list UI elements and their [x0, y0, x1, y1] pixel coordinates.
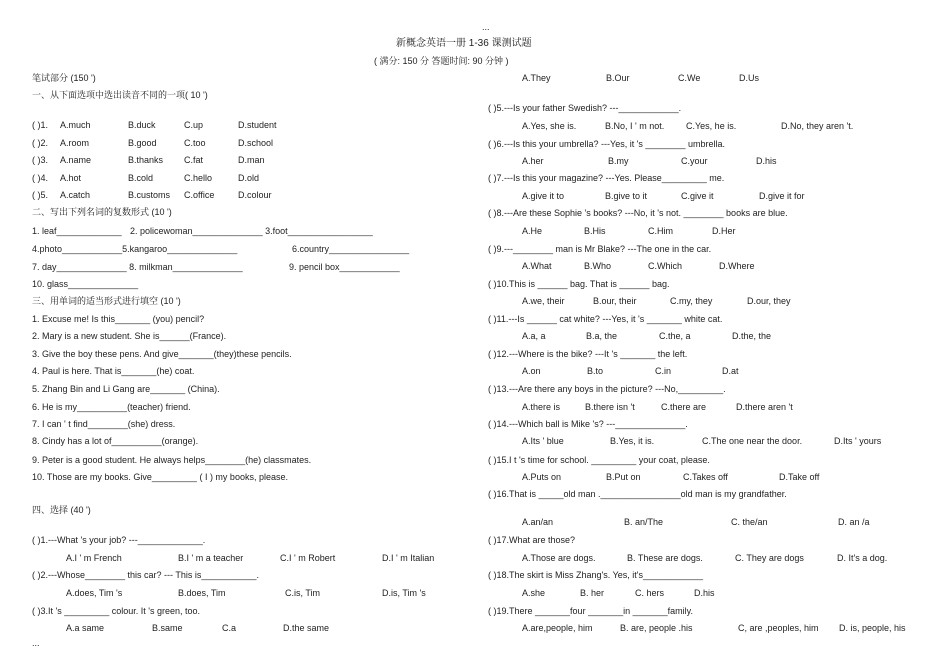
option-b: B.I ' m a teacher	[178, 553, 244, 563]
option-c: C.I ' m Robert	[280, 553, 336, 563]
option-b: B.my	[608, 156, 629, 166]
option-b: B.No, I ' m not.	[605, 121, 665, 131]
option-d: D. It's a dog.	[837, 553, 888, 563]
question-text: ( )16.That is _____old man .________________old man is my grandfather.	[488, 489, 787, 499]
section1-heading: 一、从下面选项中选出读音不同的一项( 10 ')	[32, 90, 208, 100]
page-subtitle: ( 满分: 150 分 答题时间: 90 分钟 )	[374, 56, 509, 66]
question-text: ( )12.---Where is the bike? ---It 's _______ the left.	[488, 349, 688, 359]
option-a: A.are,people, him	[522, 623, 593, 633]
option-a: A.her	[522, 156, 544, 166]
option-b: B.does, Tim	[178, 588, 226, 598]
option-d: D.our, they	[747, 296, 791, 306]
question-text: ( )17.What are those?	[488, 535, 576, 545]
option-a: A.does, Tim 's	[66, 588, 123, 598]
written-part-label: 笔试部分 (150 ')	[32, 73, 96, 83]
section3-item: 2. Mary is a new student. She is______(France).	[32, 331, 227, 341]
option-c: C.your	[681, 156, 708, 166]
option-c: C.Takes off	[683, 472, 728, 482]
option-b: B.give to it	[605, 191, 648, 201]
option-c: C.the, a	[659, 331, 691, 341]
option-d: D.give it for	[759, 191, 805, 201]
option-b: B.Put on	[606, 472, 641, 482]
question-text: ( )7.---Is this your magazine? ---Yes. Please_________ me.	[488, 173, 725, 183]
option-d: D.the same	[283, 623, 330, 633]
option-b: B.a, the	[586, 331, 618, 341]
option-c: C, are ,peoples, him	[738, 623, 819, 633]
section3-item: 8. Cindy has a lot of__________(orange).	[32, 436, 199, 446]
section2-row: 7. day______________ 8. milkman______________	[32, 262, 243, 272]
option-d: D.Us	[739, 73, 759, 83]
section2-heading: 二、写出下列名词的复数形式 (10 ')	[32, 207, 172, 217]
option-d: D.the, the	[732, 331, 772, 341]
option-c: C. hers	[635, 588, 665, 598]
bottom-ellipsis: ...	[32, 638, 40, 648]
question-text: ( )19.There _______four _______in _______family.	[488, 606, 693, 616]
option-c: C.my, they	[670, 296, 713, 306]
option-b: B.Our	[606, 73, 630, 83]
option-d: D.at	[722, 366, 739, 376]
section2-row: 2. policewoman______________ 3.foot_________________	[130, 226, 373, 236]
question-text: ( )1.---What 's your job? ---_____________.	[32, 535, 206, 545]
option-c: C.is, Tim	[285, 588, 320, 598]
option-c: C.Which	[648, 261, 683, 271]
question-text: ( )6.---Is this your umbrella? ---Yes, it 's ________ umbrella.	[488, 139, 725, 149]
option-a: A.a same	[66, 623, 105, 633]
option-b: B.His	[584, 226, 606, 236]
section2-row: 4.photo____________5.kangaroo______________	[32, 244, 238, 254]
option-a: A.They	[522, 73, 551, 83]
option-d: D.Where	[719, 261, 755, 271]
option-b: B.to	[587, 366, 604, 376]
option-b: B. are, people .his	[620, 623, 693, 633]
option-a: A.Yes, she is.	[522, 121, 577, 131]
section3-item: 5. Zhang Bin and Li Gang are_______ (China).	[32, 384, 220, 394]
section4-heading: 四、选择 (40 ')	[32, 505, 91, 515]
option-d: D.Take off	[779, 472, 820, 482]
option-b: B. These are dogs.	[627, 553, 703, 563]
page-title: 新概念英语一册 1-36 课测试题	[396, 38, 532, 49]
question-text: ( )9.---________ man is Mr Blake? ---The one in the car.	[488, 244, 712, 254]
option-a: A.Its ' blue	[522, 436, 564, 446]
option-a: A.give it to	[522, 191, 565, 201]
option-a: A.Puts on	[522, 472, 562, 482]
option-a: A.What	[522, 261, 552, 271]
option-b: B.Yes, it is.	[610, 436, 655, 446]
option-b: B.same	[152, 623, 183, 633]
section3-item: 9. Peter is a good student. He always helps________(he) classmates.	[32, 455, 312, 465]
section2-row: 6.country________________	[292, 244, 410, 254]
option-c: C.a	[222, 623, 237, 633]
option-a: A.I ' m French	[66, 553, 122, 563]
option-c: C.Yes, he is.	[686, 121, 737, 131]
section2-row: 9. pencil box____________	[289, 262, 400, 272]
option-a: A.a, a	[522, 331, 546, 341]
option-a: A.He	[522, 226, 543, 236]
section3-item: 1. Excuse me! Is this_______ (you) pencil?	[32, 314, 205, 324]
section3-item: 6. He is my__________(teacher) friend.	[32, 402, 191, 412]
section3-item: 7. I can ' t find________(she) dress.	[32, 419, 176, 429]
option-b: B.Who	[584, 261, 612, 271]
option-d: D.is, Tim 's	[382, 588, 426, 598]
option-d: D.I ' m Italian	[382, 553, 435, 563]
option-c: C.in	[655, 366, 672, 376]
question-text: ( )3.It 's _________ colour. It 's green, too.	[32, 606, 201, 616]
option-b: B. her	[580, 588, 605, 598]
option-b: B.our, their	[593, 296, 637, 306]
option-d: D. is, people, his	[839, 623, 906, 633]
option-a: A.we, their	[522, 296, 565, 306]
option-a: A.there is	[522, 402, 561, 412]
option-a: A.Those are dogs.	[522, 553, 596, 563]
question-text: ( )14.---Which ball is Mike 's? ---______________.	[488, 419, 688, 429]
option-c: C. They are dogs	[735, 553, 804, 563]
section3-item: 4. Paul is here. That is_______(he) coat.	[32, 366, 195, 376]
question-text: ( )18.The skirt is Miss Zhang's. Yes, it's____________	[488, 570, 704, 580]
option-d: D.there aren 't	[736, 402, 793, 412]
option-a: A.on	[522, 366, 541, 376]
question-text: ( )8.---Are these Sophie 's books? ---No, it 's not. ________ books are blue.	[488, 208, 788, 218]
option-d: D.No, they aren 't.	[781, 121, 854, 131]
question-text: ( )13.---Are there any boys in the picture? ---No,_________.	[488, 384, 726, 394]
option-b: B.there isn 't	[585, 402, 635, 412]
question-text: ( )2.---Whose________ this car? --- This is___________.	[32, 570, 259, 580]
question-text: ( )11.---Is ______ cat white? ---Yes, it 's _______ white cat.	[488, 314, 723, 324]
section2-row: 1. leaf_____________	[32, 226, 122, 236]
option-a: A.an/an	[522, 517, 554, 527]
option-d: D.Her	[712, 226, 736, 236]
option-c: C.The one near the door.	[702, 436, 803, 446]
question-text: ( )15.I t 's time for school. _________ your coat, please.	[488, 455, 710, 465]
option-d: D.his	[694, 588, 715, 598]
option-d: D.his	[756, 156, 777, 166]
section3-heading: 三、用单词的适当形式进行填空 (10 ')	[32, 296, 181, 306]
option-c: C.give it	[681, 191, 714, 201]
option-d: D.Its ' yours	[834, 436, 882, 446]
option-c: C.there are	[661, 402, 707, 412]
option-b: B. an/The	[624, 517, 664, 527]
option-a: A.she	[522, 588, 546, 598]
option-c: C.We	[678, 73, 701, 83]
section3-item: 10. Those are my books. Give_________ ( I ) my books, please.	[32, 472, 288, 482]
option-d: D. an /a	[838, 517, 870, 527]
section3-item: 3. Give the boy these pens. And give_______(they)these pencils.	[32, 349, 292, 359]
question-text: ( )5.---Is your father Swedish? ---____________.	[488, 103, 682, 113]
option-c: C.Him	[648, 226, 673, 236]
question-text: ( )10.This is ______ bag. That is ______ bag.	[488, 279, 670, 289]
section2-row: 10. glass______________	[32, 279, 139, 289]
top-ellipsis: ...	[482, 22, 490, 32]
option-c: C. the/an	[731, 517, 768, 527]
